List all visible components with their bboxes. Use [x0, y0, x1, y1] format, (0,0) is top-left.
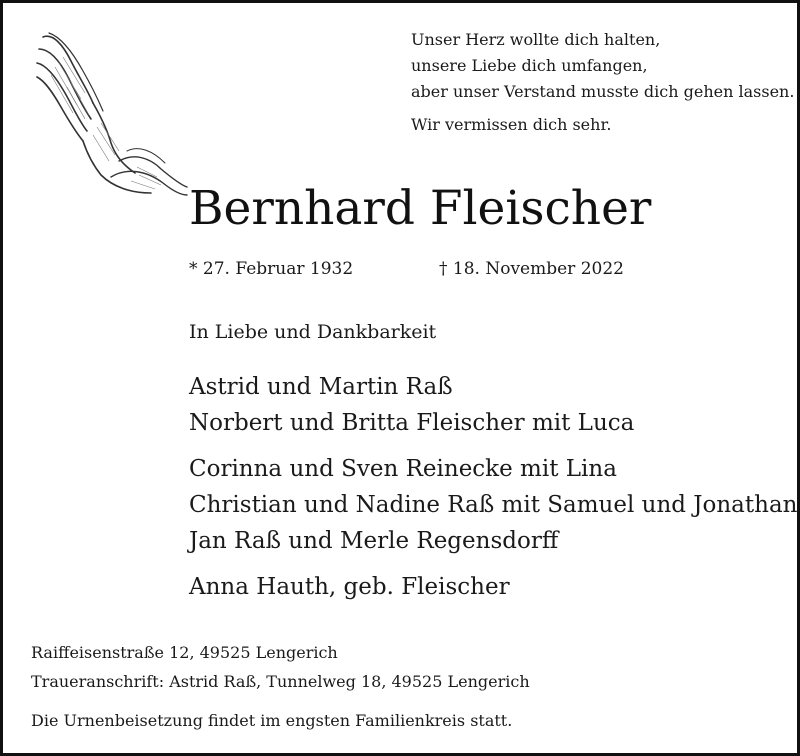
poem-closing: Wir vermissen dich sehr.	[411, 115, 612, 134]
burial-note: Die Urnenbeisetzung findet im engsten Familienkreis statt.	[31, 711, 513, 730]
poem-line: unsere Liebe dich umfangen,	[411, 56, 648, 75]
family-group	[189, 369, 634, 441]
praying-hands-icon	[27, 27, 189, 199]
home-address: Raiffeisenstraße 12, 49525 Lengerich	[31, 643, 338, 662]
deceased-name: Bernhard Fleischer	[189, 181, 652, 236]
family-member: Anna Hauth, geb. Fleischer	[189, 574, 510, 600]
death-date: † 18. November 2022	[439, 259, 624, 279]
family-member: Jan Raß und Merle Regensdorff	[189, 528, 559, 554]
poem	[411, 27, 794, 138]
family-member: Astrid und Martin Raß	[189, 374, 453, 400]
poem-line: Unser Herz wollte dich halten,	[411, 30, 661, 49]
family-member: Christian und Nadine Raß mit Samuel und Jonathan	[189, 492, 798, 518]
mourning-address: Traueranschrift: Astrid Raß, Tunnelweg 18, 49525 Lengerich	[31, 672, 530, 691]
poem-line: aber unser Verstand musste dich gehen lassen.	[411, 82, 795, 101]
family-group	[189, 451, 797, 559]
birth-date: * 27. Februar 1932	[189, 259, 354, 279]
intro-text: In Liebe und Dankbarkeit	[189, 321, 437, 343]
family-member: Corinna und Sven Reinecke mit Lina	[189, 456, 617, 482]
family-group	[189, 569, 510, 605]
family-member: Norbert und Britta Fleischer mit Luca	[189, 410, 635, 436]
